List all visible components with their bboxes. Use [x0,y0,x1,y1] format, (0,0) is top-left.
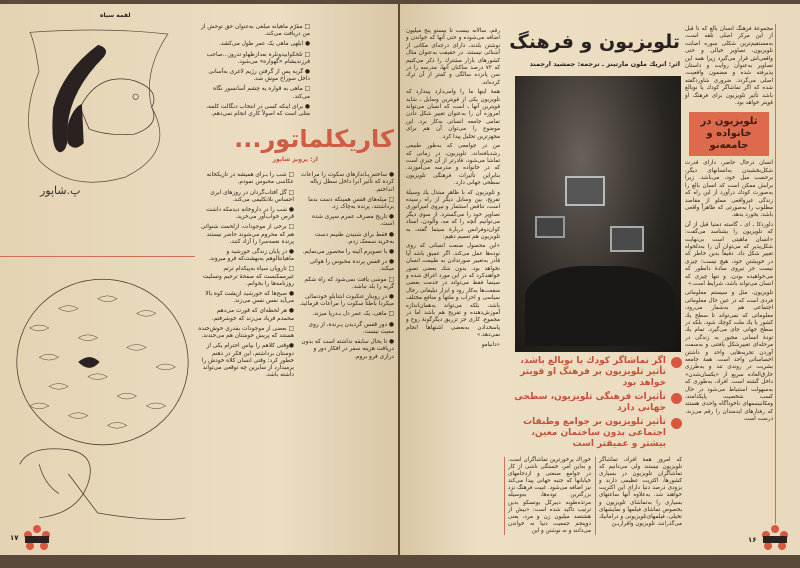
items-column-right [299,172,394,382]
item: □ میله‌های قفس همینکه دست بدما برداشتند، پرنده به‌چاک زد. [308,196,394,211]
page-number: ۱۶ [748,536,757,544]
item: ● فقط برای شنیدن طنینم دست به‌خرید سمعک زدم. [315,231,394,245]
inner-column [406,28,500,351]
item: ● تا بحال سابقه نداشته است که بدون دریافت هزینه سفر در افکار دور و درازی فرو بروم. [301,339,394,360]
callout: اگر تماشاگر کودك یا نوبالغ باشد، تأثیر تلویزیون بر فرهنگ او قویتر خواهد بود [504,356,682,389]
bottom-column: که امروز همهٔ افراد، تماشاگر تلویزیون نیستند ولی می‌دانیم که تماشاگران تلویزیون در بسیاری کشورها، اکثریت عظیمی دارند و بزودی درصد دنیا دارای این اکثریت خواهند شد. به‌علاوه آنها ساعتهای بسیاری را به‌تماشای تلویزیون و بخصوص تماشای فیلمها و نمایشهای تخیلی، فیلمهای‌تلویزیونی و درامانیك می‌گذرانند. تلویزیون واقراریـن [595,457,682,535]
paragraph: و تلویزیون که با ظاهر مبتذل یك وسیلهٔ تفریح، بین وسایل دیگر از راه رسیده است، تناقض استثمار و نیروی امپراتوری تصاویر خود را می‌گسترد. از سوی دیگر می‌توانیم آنچه را که مه، والودن، استاد کوان‌دوفرانس دربارهٔ سینما گفته، به تلویزیون هم تعمیم دهیم: [406,189,500,240]
page-number: ۱۷ [10,534,19,542]
items-columns [198,172,394,382]
outer-column [685,26,773,426]
item: ● دور قفس گردیدن پـرنده، از روی معیت نیست. [308,321,394,335]
item: □ ماهی به قواره یه چشم آسانسور نگاه می‌کند. [213,86,310,100]
paragraph: تلویزیون، مثل و سیستم معلوماتی فردی است که در عین حال معلوماتی اجتماعی هم به‌شمار می‌رود، معلوماتی که نمی‌تواند تا سطح یك کشور یا یك ملت کوچك شود، بلکه در سطح جهانی جای می‌گیرد. تمام یك تودهٔ انسانی مجبور به زندگی در مرحله‌ای تغییرشکل یافتنی و به‌سمت آوردن تجربه‌هایی واحد و داشتن احساساتی واحد است. همهٔ جامعه بشریت در روندی تند و به‌طرزی خارق‌العاده سریع از «یکسان‌شدن» داخل گشته است. افراد، به‌طوری که به‌سهولت استنباط می‌شود در حال کسب شخصیت پاپکدامند، ومکانیسمهای ناخودآگاه واحدی هستند که رفتارهای ایدمندان را رقم می‌زند. درست است [685,290,773,423]
bullet-dot-icon [671,393,682,404]
red-box [689,112,769,156]
cartoon-signature: پ.شاپور [40,184,81,197]
paragraph: «این محصول صنعت انسانی که روی توده‌ها عمل می‌کند. اگر عمیق باشد آیا قادر به‌تغییر صورتدادن به طبیعت انسان نخواهد بود. بدون شك بعضی تصور خواهندکرد که در این مورد اغراق شده و سینما فقط می‌تواند در خدمت بعضی منفعت‌ها به‌کار رود و ابزار تبلیغاتی رجال سیاسی و احزاب و ملتها و منافع مختلف باشد، بلکه می‌تواند به‌همان‌اندازه آموزش‌دهنده و تفریح هم باشد اما در مجموع، کاری جز تزریق دیگرگونهٔ روح و پاسخدادن به‌بعضی اشتهاها انجام نمی‌دهد.» [406,243,500,339]
callouts [504,356,682,453]
item: ● هر لحظه‌ای که قورت می‌دهم محمدم فریاد می‌زند که خوشرفتم. [211,308,294,322]
bullet-dot-icon [671,357,682,368]
byline: از: پرویز شاپور [272,156,318,164]
item: ● برای اینکه کسی در انتخاب دنگالت کلمه، مثلی است که اصولاً کاری انجام نمی‌دهم. [206,103,310,118]
item: ● تاریخ مصرف عمرم سپری شده است. [311,214,394,228]
fish-circle-cartoon [10,266,195,536]
box-title: تلویزیون در خانواده و جامعه‌نو [700,116,758,152]
item: ● ابلهی ماهی یک عمر طول می‌کشد. [219,41,310,48]
item: ● گربه پس از گرفتن رژیم لاغری به‌آسانی داخل سوراخ موش شد. [208,69,310,83]
right-page [400,4,800,555]
fishbowl-cartoon [10,18,195,188]
item: □ تلخکوابیدونلره بعدازظهاو تدروز...صاحب فرزندیشام «گهواره» می‌شود. [206,51,310,65]
item: ● ساختم پـاندازهای سکوت را مراعات کرده که تأثیر آنرا داخل سطل زباله انداختم. [300,172,394,193]
item: ● با تصویرم آئینه را محصور می‌نمایم. [302,249,394,256]
red-rule [775,24,776,524]
item: □ برخی از موجودات، ازلحمت شنوائی هم که محروم می‌شوند حاضر نیستند پرنده نغمه‌سرا را آزاد کنند. [200,224,294,245]
callout: تأثیرات فرهنگی تلویزیون، سطحی جهانی دارد [504,392,682,414]
left-page [0,4,398,555]
left-article [198,24,394,382]
item: □ گل آفتاب‌گردان در روزهای ابری احساس بلاتکلیفی می‌کند. [210,189,294,203]
item: □ مقرّم ماهیانه مبلغی به‌عنوان حق توحش از من دریافت می‌کند. [201,24,310,38]
item: ● صبح‌ها که خورشید ازپشت کوه بالا می‌آید نفس نفس می‌زند. [205,291,294,305]
callout: تأثیر تلویزیون بر جوامع وطبقات اجتماعی بدون ساختمان معین، بیشتر و عمیقتر است [504,417,682,450]
item: □ ماهی، یک عمر دل بـدریا میزند. [312,311,394,318]
headline: کاریکلماتور... [234,125,394,154]
article-photo [515,76,681,352]
item: □ تاروپان سیاه به‌پیکدام ترتم غیرممکنست که صفحهٔ ترحیم وتسلیت روزنامه‌ها را بخوانم. [202,266,294,287]
magazine-logo [760,524,790,554]
paragraph: رقم، سالانه بیست تا بیستو پنج میلیون اضافه می‌شوده و حتی آنها که خواندن و نوشتن بلدند، دارای درجه‌ای مکانی از آشنائی نیستند. در حقیقت به‌عنوان مثال کشورهای بازار مشترك را ذکر می‌کنیم که ۷۳ درصد ساکنان آنها، مدرسه را در سن پانزده سالگی و کمتر از آن ترك کرده‌اند. [406,28,500,86]
items-column-left [198,172,294,382]
item: ● شب را در داروخانه دیدمکه داشت قرص خواب‌آور می‌خرید. [206,207,294,221]
item: ● در قفس پرنده محبوس را هوائی میکند. [309,259,394,273]
bottom-columns [504,457,682,535]
article-byline: اثر: انریك ملون مارتینز ـ ترجمه: جمشید ارجمند [529,60,680,68]
cartoon-title: لقمه سیاه [100,12,131,19]
bottom-column: خوراك پرخورترین تماشاگران است. و به‌این امر، خستگی ناشی از کار در جوامع صنعتی و ازدحامهای خیابانها که جنبه جهانی پیدا می‌کند نیز اضافه می‌شود. غیبت فرهنگ نزد بزرگترین توده‌ها، به‌وسیله مرتذه‌طوبه دیبرکل یونسکو بدین ترتیب تاکید شده است: «بیش از هشتصد میلیون زن و مرد، یعنی دوپنجم جمعیت دنیا نه خواندن می‌دانند و نه نوشتن و این [504,457,591,535]
item: ● در پایان زندگی خورشید و ماهیانتالوهم به‌بهشت‌که فرو میروند. [208,249,294,263]
divider [0,256,195,257]
item: □ موشی یافت نمی‌شود که راه شکم گربه را بلد نباشد. [304,276,394,290]
magazine-logo [22,524,52,554]
top-items [198,24,310,121]
paragraph: همهٔ اینها ما را وامی‌دارد پیندارد که تلویزیون یکی از قویترین وسایل ـ شاید قویترین آنها ـ است که انسان می‌تواند امروزه آن را به‌عنوان تغییر شکل دادن تمامی جامعه انسانی به‌کار برد. این موضوع را می‌توان آن هم برای مجهزترین تحلیل پیدا کرد. [406,89,500,140]
bullet-dot-icon [671,418,682,429]
article-headline: تلویزیون و فرهنگ [509,31,680,53]
item: □ بعضی از موجودات بقدری خوش‌خنده هستند که پریش خوشتان هم می‌خندند. [198,325,294,340]
paragraph: من در جوامعی که به‌طور طبیعی رشدیافته‌اند، تلویزیون، در زمانی که تماشا می‌شود، قادرتر از آن چیزی است که در خانواده و مدرسه می‌آموزند. بنابراین تأثیرات فرهنگی تلویزیون سطحی جهانی دارد. [406,143,500,187]
item: □ شب را بـرای همیشه در تاریکخانه عکاسی محبوس نمودم. [206,172,294,186]
paragraph: انسان درحال حاضر، دارای قدرت شکل‌بخشیدن به‌انسانهای دیگر، برحسب میل خود، می‌باشد. زیرا برایش ممکن است که انسان بالغ را به‌صورت کودك درآورد از این راه که زندگی غیرواقعی مملو از مقاصد مطلوب را به‌صورتی که ظاهراً واقعی باشد، بخورد بدهد. [685,160,773,219]
item: ● در روبنار عنکبوت ابتنابلو خودنمائی میکردا باطناً سکوت را مراعات فرمائید. [299,294,394,308]
paragraph: «دانیامو [481,341,500,348]
paragraph: داوردکا ـ ای ـ گاسته دمتیا قبل از آن که تلویزیون را بشناسد می‌گفت: «انسان ماهیتی است بی‌نهایت شکل‌پذیر که می‌توان آن را به‌دلخواه تغییر شکل داد. دقیقاً بدین خاطر که در خویشتن خود، هیچ نیست؛ چیزی نیست جز نیروی سادهٔ دانطور که می‌خواهیده بودن، و تنها چیزی که انسان می‌تواند باشد، شرایط است.» [685,221,773,287]
item: ●وقتی کلاهم را بپاس احترام یکی از دوستان برداشتم، این فکر در ذهنم خطور کرد: وقتی انسان کلاه خودش را برمیدارد از سایرین چه توقعی می‌تواند داشته باشد. [201,343,294,379]
lower-block [504,356,682,535]
paragraph: مجموعهٔ فرهنگ انسان بالغ که تا قبل از این مرکز اصلی تلقه است، به‌مستقیم‌ترین شکلی سوره اصابت تلویزیون، تصاویر خیالی و حتی واقعی‌اش قرار می‌گیرد زیرا همه این تصاویر به‌عنوان روایت و داستان پذیرفته شده و مضمون واقعیت، اصلی می‌گردد. ضروری شاوردگفته شده که اگر تماشاگر کودك یا نوبالغ باشد تأثیر تلویزیون برای فرهنگ او قویتر خواهد بود. [685,26,773,107]
